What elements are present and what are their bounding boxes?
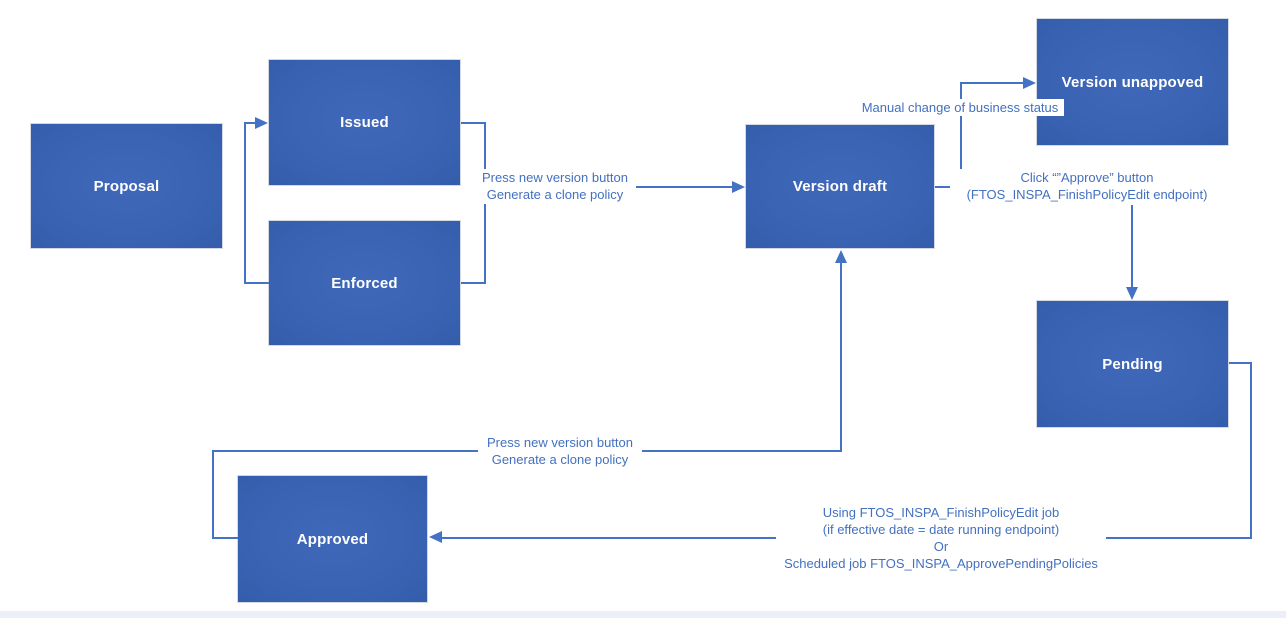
edge-label-clone-bottom [478,434,642,468]
node-issued-label: Issued [340,114,389,131]
node-issued [268,59,461,186]
node-version-draft-label: Version draft [792,178,888,195]
connector-to-pending [1131,205,1133,288]
edge-label-click-approve [950,169,1224,203]
connector-enforced-up [484,204,486,284]
edge-label-clone-top-line2: Generate a clone policy [486,187,624,202]
connector-to-version-draft [632,186,733,188]
node-enforced [268,220,461,346]
node-version-draft [745,124,935,249]
edge-label-click-approve-line1: Click “”Approve” button [1020,170,1154,185]
connector-issued-down [484,122,486,170]
footer-strip [0,611,1286,618]
edge-label-approve-job-line2: (if effective date = date running endpoint) [822,522,1060,537]
node-proposal [30,123,223,249]
edge-label-click-approve-line2: (FTOS_INSPA_FinishPolicyEdit endpoint) [966,187,1208,202]
node-proposal-label: Proposal [93,177,160,195]
node-version-unapproved-label: Version unappoved [1061,73,1204,91]
edge-label-approve-job-line1: Using FTOS_INSPA_FinishPolicyEdit job [822,505,1060,520]
arrowhead-into-version-unapproved-icon [1023,77,1036,89]
connector-up-to-version-draft [840,262,842,451]
connector-approved-up [212,450,214,539]
edge-label-clone-top-line1: Press new version button [482,170,628,185]
edge-label-approve-job-line3: Or [933,539,949,554]
edge-label-clone-top [474,169,636,203]
edge-label-approve-job [776,504,1106,572]
connector-pending-down [1250,362,1252,539]
arrowhead-into-version-draft-icon [732,181,745,193]
arrowhead-up-into-version-draft-icon [835,250,847,263]
edge-label-clone-bottom-line2: Generate a clone policy [491,452,629,467]
connector-approved-out [212,537,238,539]
node-pending [1036,300,1229,428]
edge-label-manual-change-line1: Manual change of business status [861,100,1059,115]
edge-label-manual-change [856,99,1064,116]
connector-enforced-out [461,282,485,284]
arrowhead-into-approved-icon [429,531,442,543]
edge-label-clone-bottom-line1: Press new version button [487,435,633,450]
node-enforced-label: Enforced [331,274,398,292]
arrowhead-into-pending-icon [1126,287,1138,300]
connector-enforced-issued-bottom [244,282,269,284]
node-pending-label: Pending [1102,355,1163,373]
edge-label-approve-job-line4: Scheduled job FTOS_INSPA_ApprovePendingPolicies [784,556,1098,571]
node-approved-label: Approved [296,530,369,548]
node-version-unapproved [1036,18,1229,146]
arrowhead-into-issued-icon [255,117,268,129]
connector-pending-out [1229,362,1252,364]
connector-enforced-issued-vertical [244,122,246,284]
connector-to-version-unapproved [960,82,1024,84]
connector-issued-out [461,122,485,124]
node-approved [237,475,428,603]
